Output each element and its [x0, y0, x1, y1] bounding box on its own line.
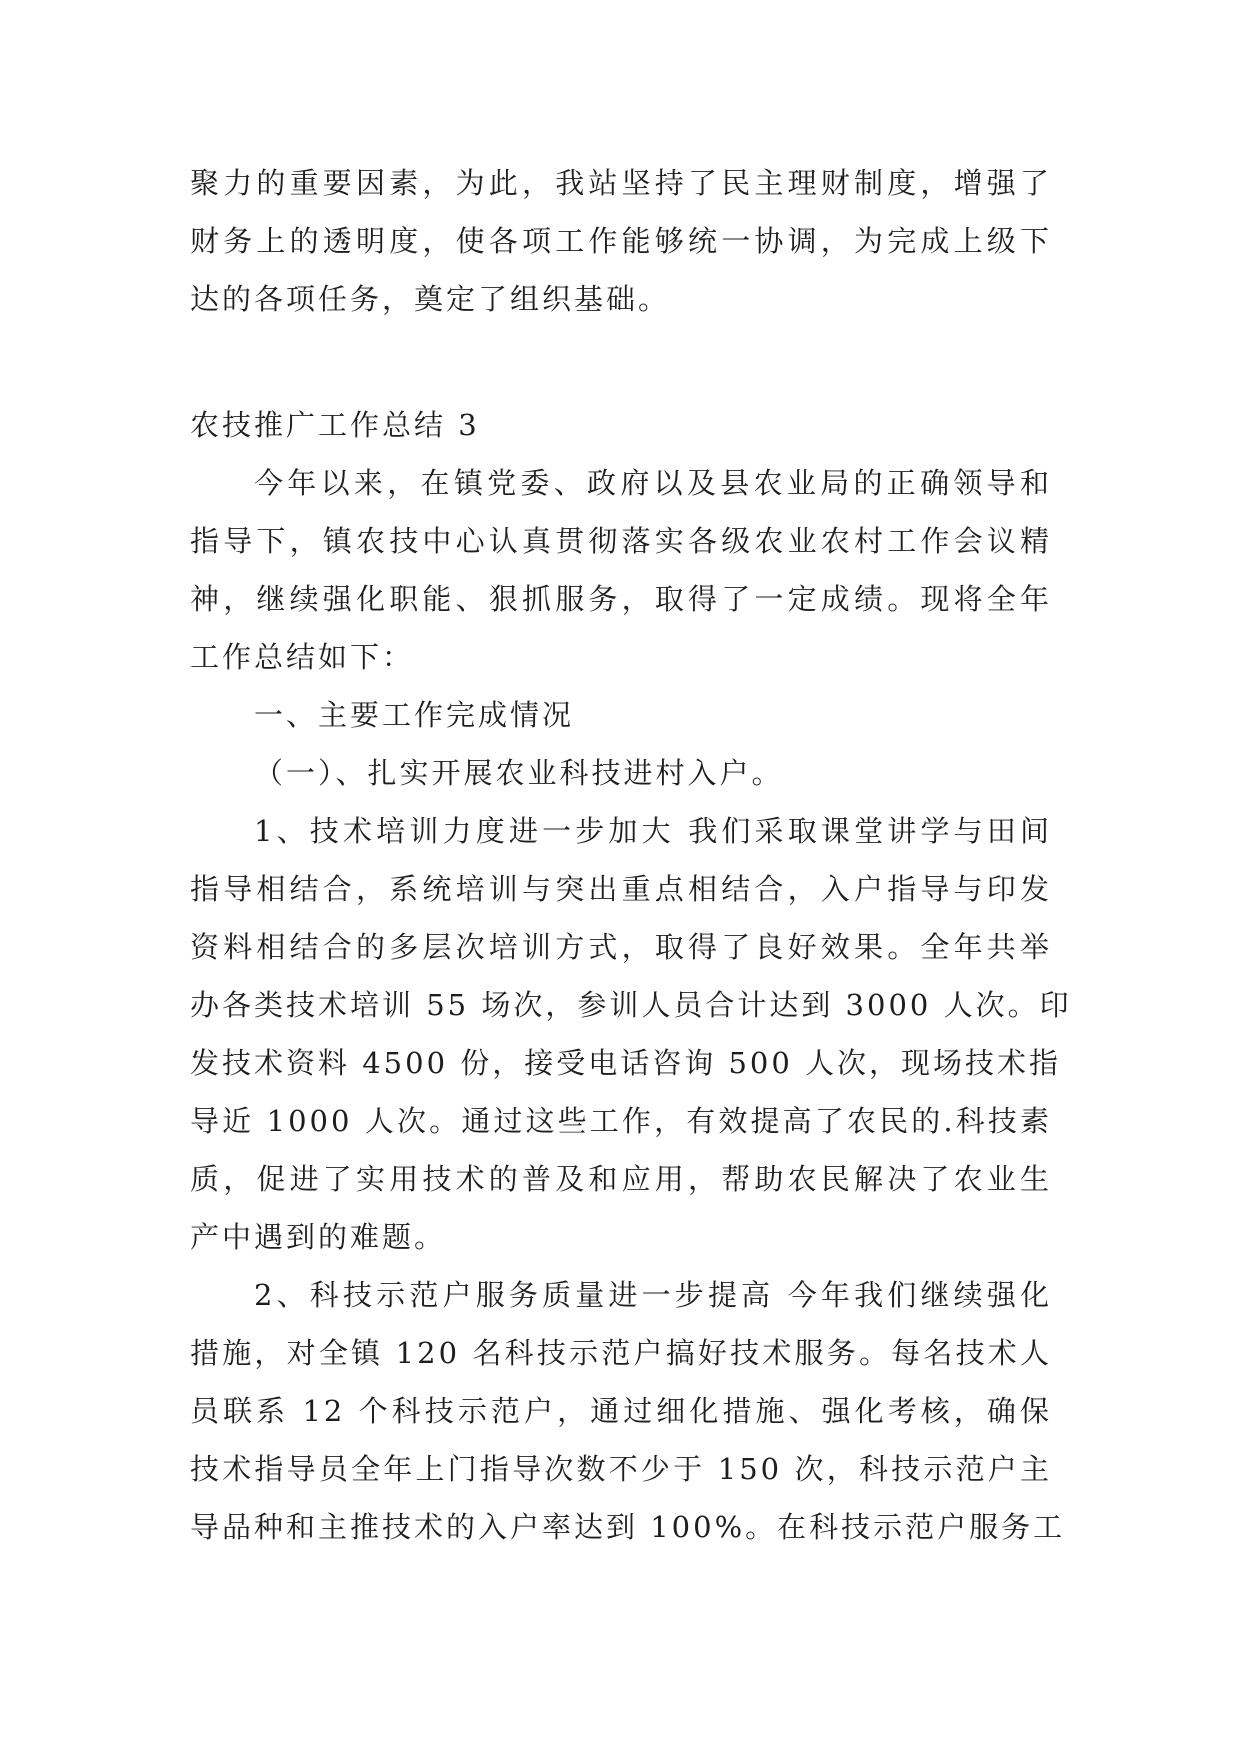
- text-line: 办各类技术培训 55 场次，参训人员合计达到 3000 人次。印: [190, 988, 1072, 1022]
- text-line: 措施，对全镇 120 名科技示范户搞好技术服务。每名技术人: [190, 1336, 1052, 1370]
- text-line: 导品种和主推技术的入户率达到 100%。在科技示范户服务工: [190, 1510, 1066, 1544]
- section-title-text: 农技推广工作总结 3: [190, 408, 480, 442]
- subheading: [190, 744, 1052, 802]
- text-line: 财务上的透明度，使各项工作能够统一协调，为完成上级下: [190, 224, 1052, 258]
- subheading-text: 一、主要工作完成情况: [254, 698, 575, 732]
- paragraph: [190, 454, 1052, 686]
- text-line: 指导下，镇农技中心认真贯彻落实各级农业农村工作会议精: [190, 524, 1052, 558]
- text-line: 导近 1000 人次。通过这些工作，有效提高了农民的.科技素: [190, 1104, 1052, 1138]
- text-line: 聚力的重要因素，为此，我站坚持了民主理财制度，增强了: [190, 166, 1052, 200]
- paragraph: [190, 802, 1072, 1266]
- text-line: 今年以来，在镇党委、政府以及县农业局的正确领导和: [254, 466, 1052, 500]
- text-line: 工作总结如下：: [190, 640, 415, 674]
- text-line: 质，促进了实用技术的普及和应用，帮助农民解决了农业生: [190, 1162, 1052, 1196]
- paragraph: [190, 154, 1052, 328]
- section-title: [190, 396, 1052, 454]
- document-page: [190, 154, 1072, 1556]
- subheading-text: （一）、扎实开展农业科技进村入户。: [254, 756, 784, 790]
- text-line: 发技术资料 4500 份，接受电话咨询 500 人次，现场技术指: [190, 1046, 1062, 1080]
- text-line: 神，继续强化职能、狠抓服务，取得了一定成绩。现将全年: [190, 582, 1052, 616]
- paragraph: [190, 1266, 1066, 1556]
- text-line: 1、技术培训力度进一步加大 我们采取课堂讲学与田间: [254, 814, 1052, 848]
- text-line: 达的各项任务，奠定了组织基础。: [190, 282, 671, 316]
- text-line: 产中遇到的难题。: [190, 1220, 447, 1254]
- text-line: 技术指导员全年上门指导次数不少于 150 次，科技示范户主: [190, 1452, 1052, 1486]
- text-line: 资料相结合的多层次培训方式，取得了良好效果。全年共举: [190, 930, 1052, 964]
- text-line: 2、科技示范户服务质量进一步提高 今年我们继续强化: [254, 1278, 1052, 1312]
- text-line: 指导相结合，系统培训与突出重点相结合，入户指导与印发: [190, 872, 1052, 906]
- text-line: 员联系 12 个科技示范户，通过细化措施、强化考核，确保: [190, 1394, 1052, 1428]
- subheading: [190, 686, 1052, 744]
